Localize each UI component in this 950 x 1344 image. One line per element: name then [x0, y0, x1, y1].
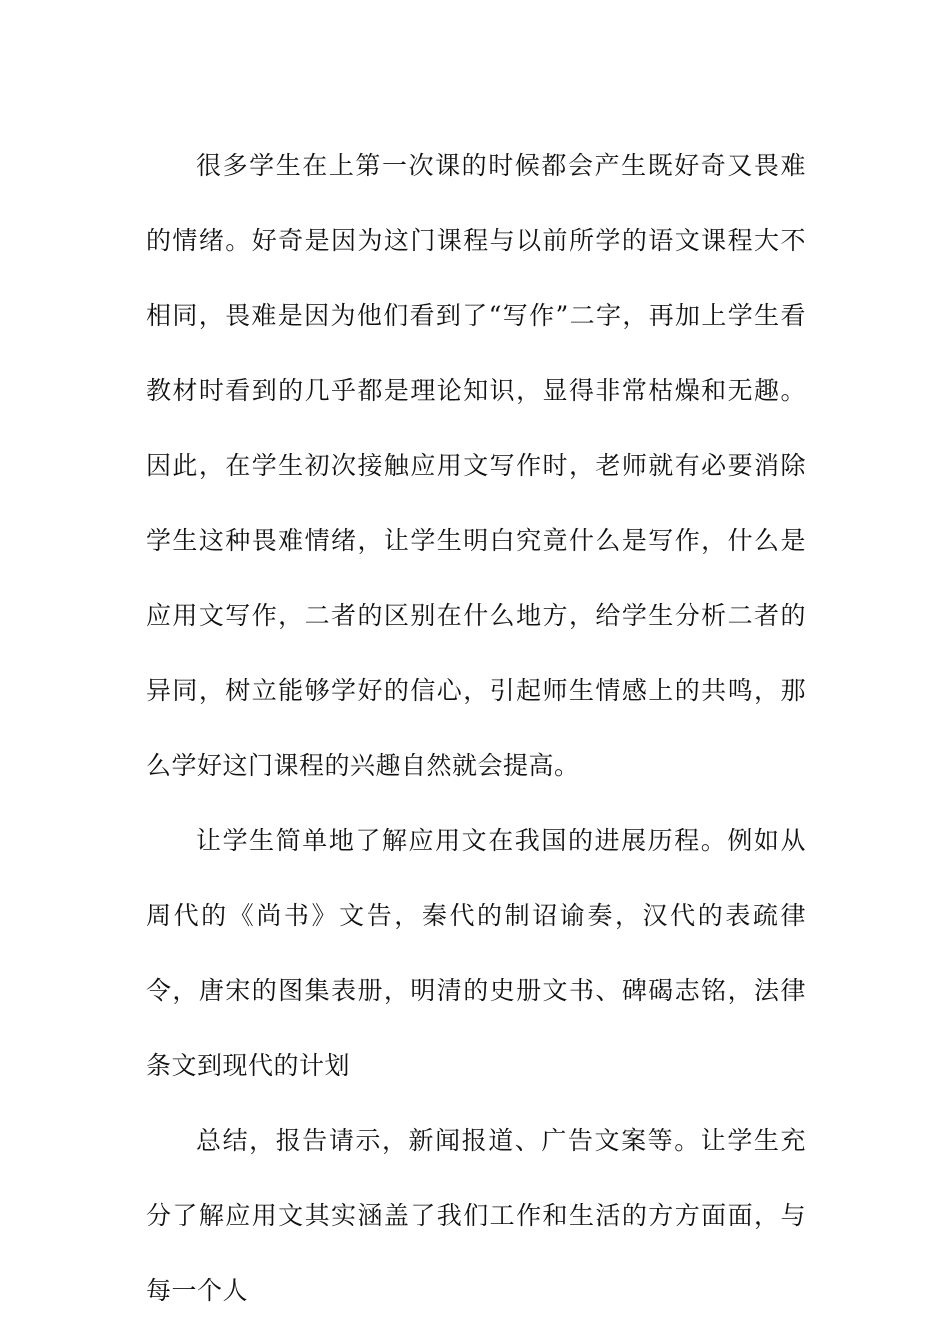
paragraph-1: 很多学生在上第一次课的时候都会产生既好奇又畏难的情绪。好奇是因为这门课程与以前所学的语文课程大不相同，畏难是因为他们看到了“写作”二字，再加上学生看教材时看到的几乎都是理论知识，显得非常枯燥和无趣。因此，在学生初次接触应用文写作时，老师就有必要消除学生这种畏难情绪，让学生明白究竟什么是写作，什么是应用文写作，二者的区别在什么地方，给学生分析二者的异同，树立能够学好的信心，引起师生情感上的共鸣，那么学好这门课程的兴趣自然就会提高。: [146, 151, 806, 780]
document-body: [146, 128, 806, 1328]
paragraph-3: 总结，报告请示，新闻报道、广告文案等。让学生充分了解应用文其实涵盖了我们工作和生活的方方面面，与每一个人: [146, 1126, 806, 1305]
paragraph-2: 让学生简单地了解应用文在我国的进展历程。例如从周代的《尚书》文告，秦代的制诏谕奏，汉代的表疏律令，唐宋的图集表册，明清的史册文书、碑碣志铭，法律条文到现代的计划: [146, 826, 806, 1080]
